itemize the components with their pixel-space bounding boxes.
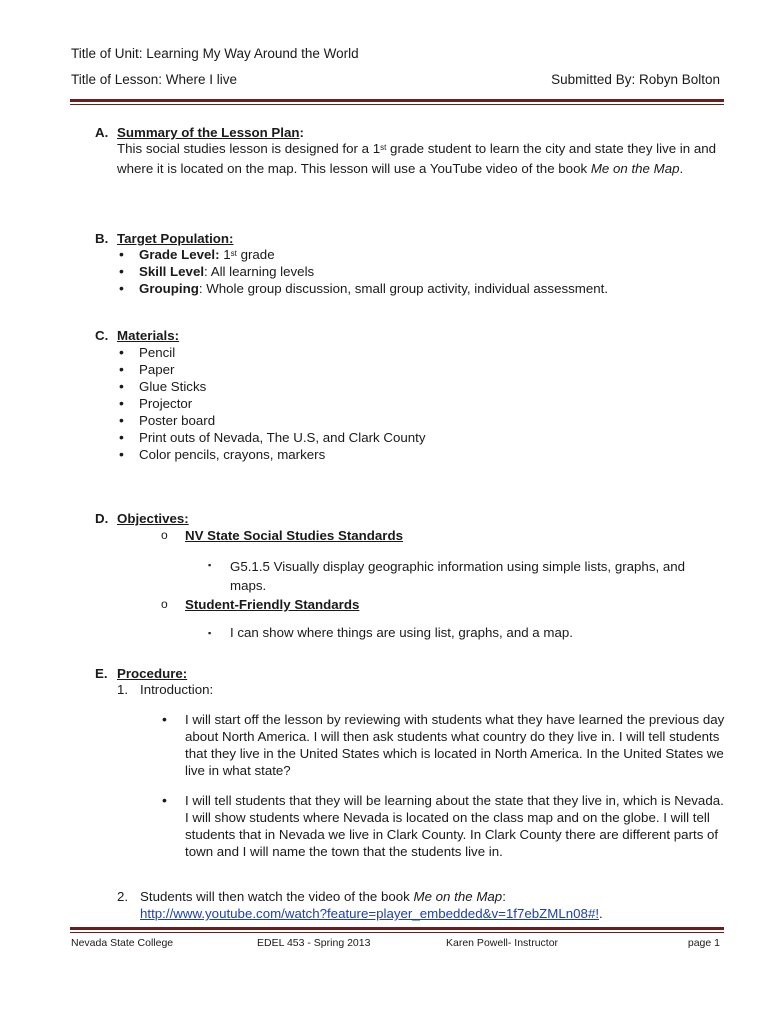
list-item bbox=[117, 263, 608, 280]
standard-2-title: Student-Friendly Standards bbox=[185, 597, 360, 612]
step-2-link-line bbox=[140, 906, 603, 921]
step-1-label: Introduction: bbox=[140, 682, 214, 697]
section-a-summary bbox=[117, 139, 727, 179]
item-value: : All learning levels bbox=[204, 264, 315, 279]
item-value: 1 bbox=[219, 247, 231, 262]
item-label: Skill Level bbox=[139, 264, 205, 279]
step-2-number: 2. bbox=[117, 889, 129, 904]
list-item: • Pencil bbox=[117, 344, 426, 361]
summary-text-2: grade student to learn the city and state they live in and where it is located on the map. This lesson will use a YouTube video of the book bbox=[117, 141, 717, 176]
section-a-letter: A. bbox=[95, 125, 109, 140]
bullet-dot: • bbox=[162, 711, 167, 727]
step-2-book-title: Me on the Map bbox=[413, 889, 503, 904]
section-c-title: Materials: bbox=[117, 328, 180, 343]
intro-bullet-2: I will tell students that they will be learning about the state that they live in, which is Nevada. I will show students where Nevada is located on the class map and on the globe. I will tell students that in Nevada we live in Clark County. In Clark County there are different parts of town and I will name the town that the students live in. bbox=[185, 793, 724, 859]
item-value: : Whole group discussion, small group activity, individual assessment. bbox=[198, 281, 609, 296]
list-item: • Print outs of Nevada, The U.S, and Clark County bbox=[117, 429, 426, 446]
section-a-title: Summary of the Lesson Plan bbox=[117, 125, 300, 140]
section-d-letter: D. bbox=[95, 511, 109, 526]
intro-bullet-1: I will start off the lesson by reviewing with students what they have learned the previous day about North America. I will then ask students what country do they live in. I will tell students that they live in the United States which is located in North America. In the United States we live in what state? bbox=[185, 712, 725, 778]
header-rule-thin bbox=[70, 104, 724, 105]
youtube-link[interactable]: http://www.youtube.com/watch?feature=player_embedded&v=1f7ebZMLn08#! bbox=[140, 906, 600, 921]
circle-bullet: o bbox=[161, 597, 168, 611]
step-2-lead: Students will then watch the video of the book bbox=[140, 889, 414, 904]
footer-rule bbox=[70, 927, 724, 930]
section-b-letter: B. bbox=[95, 231, 109, 246]
summary-sup: st bbox=[380, 143, 387, 152]
footer-college: Nevada State College bbox=[71, 937, 174, 949]
footer-instructor: Karen Powell- Instructor bbox=[446, 937, 559, 949]
submitted-by: Submitted By: Robyn Bolton bbox=[551, 72, 720, 87]
item-value-end: grade bbox=[236, 247, 275, 262]
section-b-title: Target Population: bbox=[117, 231, 234, 246]
summary-book-title: Me on the Map bbox=[590, 161, 680, 176]
section-c-letter: C. bbox=[95, 328, 109, 343]
lesson-title: Title of Lesson: Where I live bbox=[71, 72, 238, 87]
unit-title: Title of Unit: Learning My Way Around the World bbox=[71, 46, 359, 61]
section-e-title: Procedure: bbox=[117, 666, 188, 681]
list-item: • Poster board bbox=[117, 412, 426, 429]
list-item bbox=[117, 280, 608, 297]
target-population-list bbox=[117, 246, 608, 297]
item-label: Grade Level: bbox=[139, 247, 220, 262]
standard-1-item: G5.1.5 Visually display geographic information using simple lists, graphs, and maps. bbox=[230, 559, 686, 593]
header-rule bbox=[70, 99, 724, 102]
step-2-text bbox=[140, 889, 506, 904]
list-item: • Projector bbox=[117, 395, 426, 412]
section-a-heading bbox=[117, 125, 304, 140]
item-sup: st bbox=[230, 249, 237, 258]
standard-1-title: NV State Social Studies Standards bbox=[185, 528, 403, 543]
footer-course: EDEL 453 - Spring 2013 bbox=[257, 937, 371, 949]
circle-bullet: o bbox=[161, 528, 168, 542]
square-bullet: ▪ bbox=[208, 628, 212, 638]
section-e-letter: E. bbox=[95, 666, 108, 681]
square-bullet: ▪ bbox=[208, 560, 212, 570]
summary-period: . bbox=[679, 161, 684, 176]
step-1-number: 1. bbox=[117, 682, 129, 697]
bullet-dot: • bbox=[162, 792, 167, 808]
section-a-colon: : bbox=[299, 125, 304, 140]
list-item bbox=[117, 246, 608, 263]
list-item: • Color pencils, crayons, markers bbox=[117, 446, 426, 463]
step-2-colon: : bbox=[502, 889, 506, 904]
step-2-period: . bbox=[599, 906, 603, 921]
footer-page-number: page 1 bbox=[687, 937, 720, 949]
materials-list bbox=[117, 344, 426, 463]
footer-rule-thin bbox=[70, 932, 724, 933]
summary-text-1: This social studies lesson is designed for a 1 bbox=[117, 141, 381, 156]
list-item: • Paper bbox=[117, 361, 426, 378]
section-d-title: Objectives: bbox=[117, 511, 189, 526]
standard-2-item: I can show where things are using list, graphs, and a map. bbox=[230, 625, 573, 640]
item-label: Grouping bbox=[139, 281, 199, 296]
list-item: • Glue Sticks bbox=[117, 378, 426, 395]
